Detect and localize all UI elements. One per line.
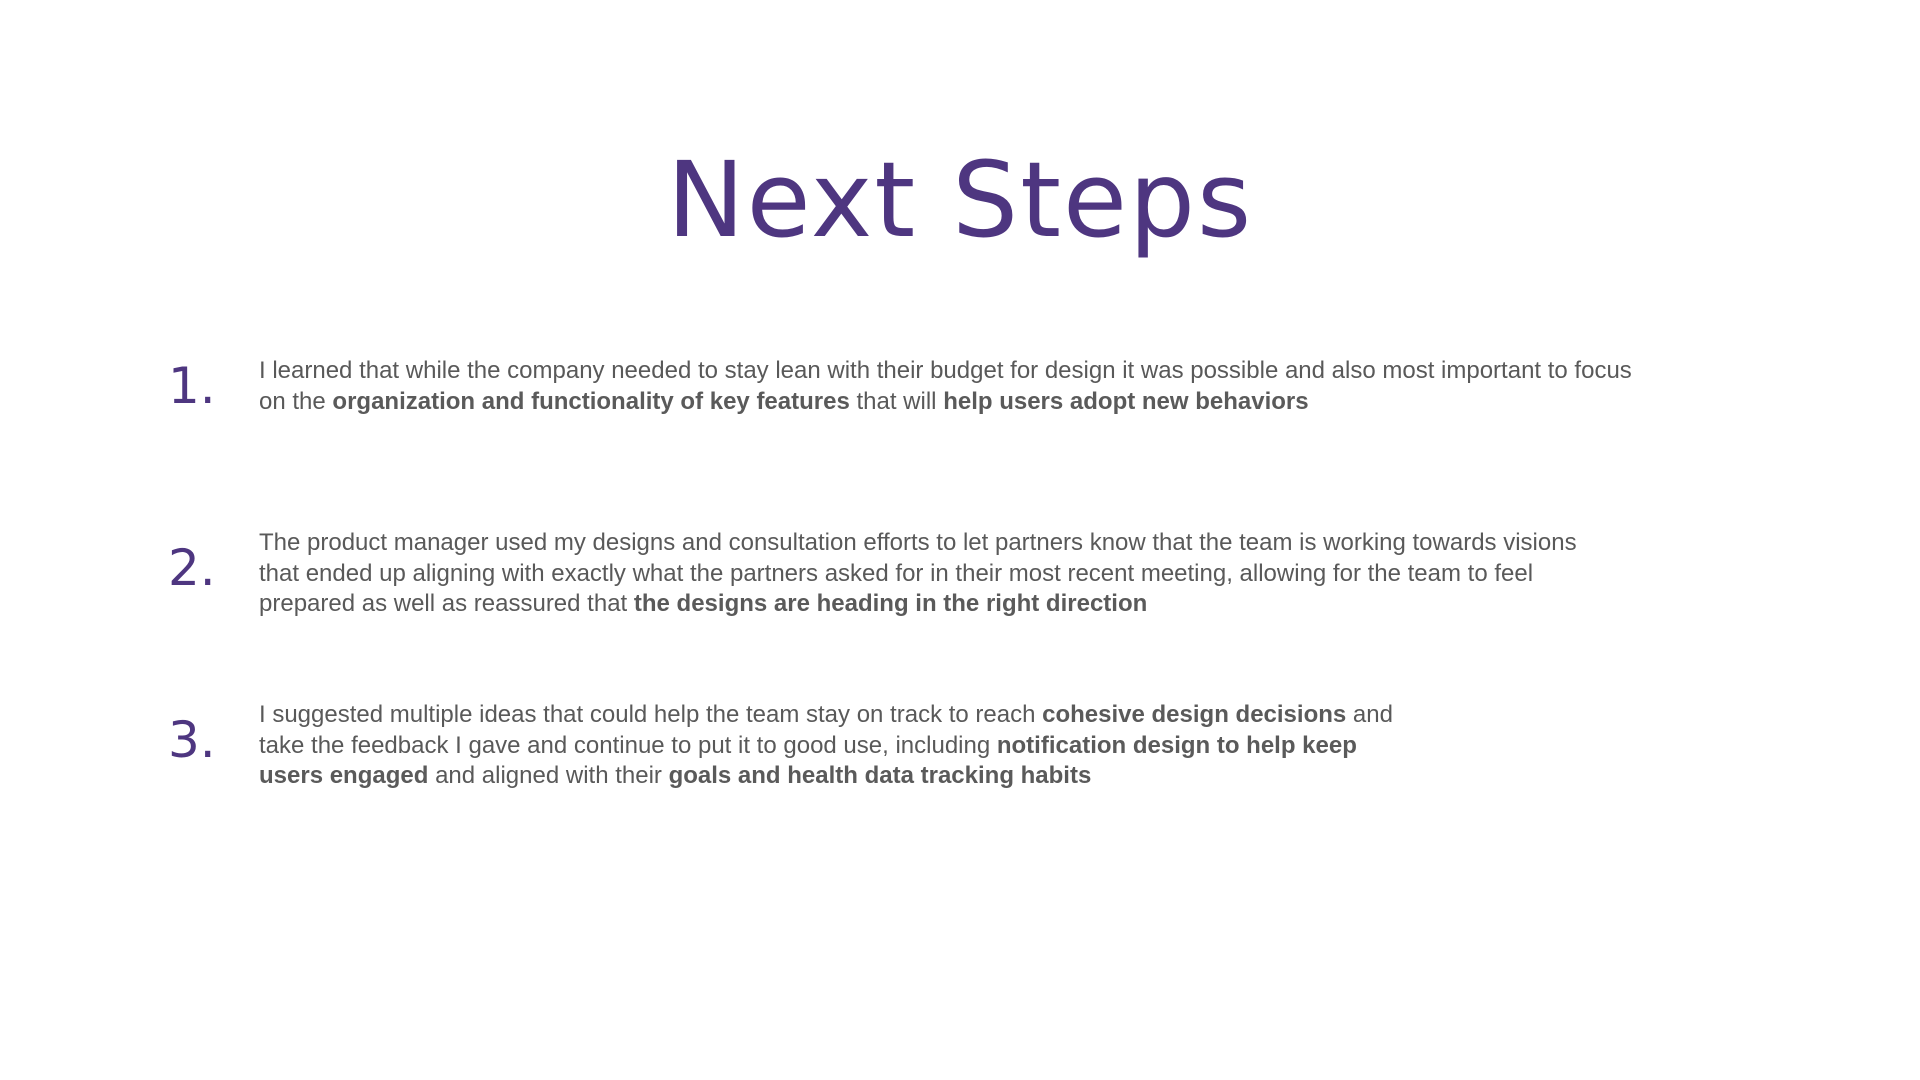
step-text-highlight: cohesive design decisions: [1042, 701, 1347, 728]
step-text-segment: I suggested multiple ideas that could help the team stay on track to reach: [259, 701, 1043, 728]
page-title: Next Steps: [666, 139, 1254, 261]
step-text-highlight: organization and functionality of key features: [332, 387, 850, 415]
step-text-segment: and take the feedback I gave and continue to put it to good use, including: [259, 701, 1393, 759]
step-number: 3.: [168, 711, 216, 769]
step-number: 1.: [168, 357, 216, 415]
step-text-highlight: notification design to help keep users engaged: [259, 731, 1357, 789]
step-text: [259, 700, 1409, 792]
step-text-segment: I learned that while the company needed to stay lean with their budget for design it was possible and also most important to focus on the: [259, 357, 1632, 415]
step-text-segment: and aligned with their: [428, 762, 669, 789]
step-text: [259, 356, 1639, 417]
step-number: 2.: [168, 539, 216, 597]
step-text-highlight: goals and health data tracking habits: [668, 762, 1092, 789]
step-text-highlight: the designs are heading in the right direction: [633, 590, 1148, 617]
step-text-segment: that will: [849, 387, 944, 415]
step-text-highlight: help users adopt new behaviors: [943, 387, 1309, 415]
step-text-segment: The product manager used my designs and consultation efforts to let partners know that the team is working towards visions that ended up aligning with exactly what the partners asked for in their most recent meeting, allowing for the team to feel prepared as well as reassured that: [259, 529, 1577, 617]
step-text: [259, 528, 1589, 620]
